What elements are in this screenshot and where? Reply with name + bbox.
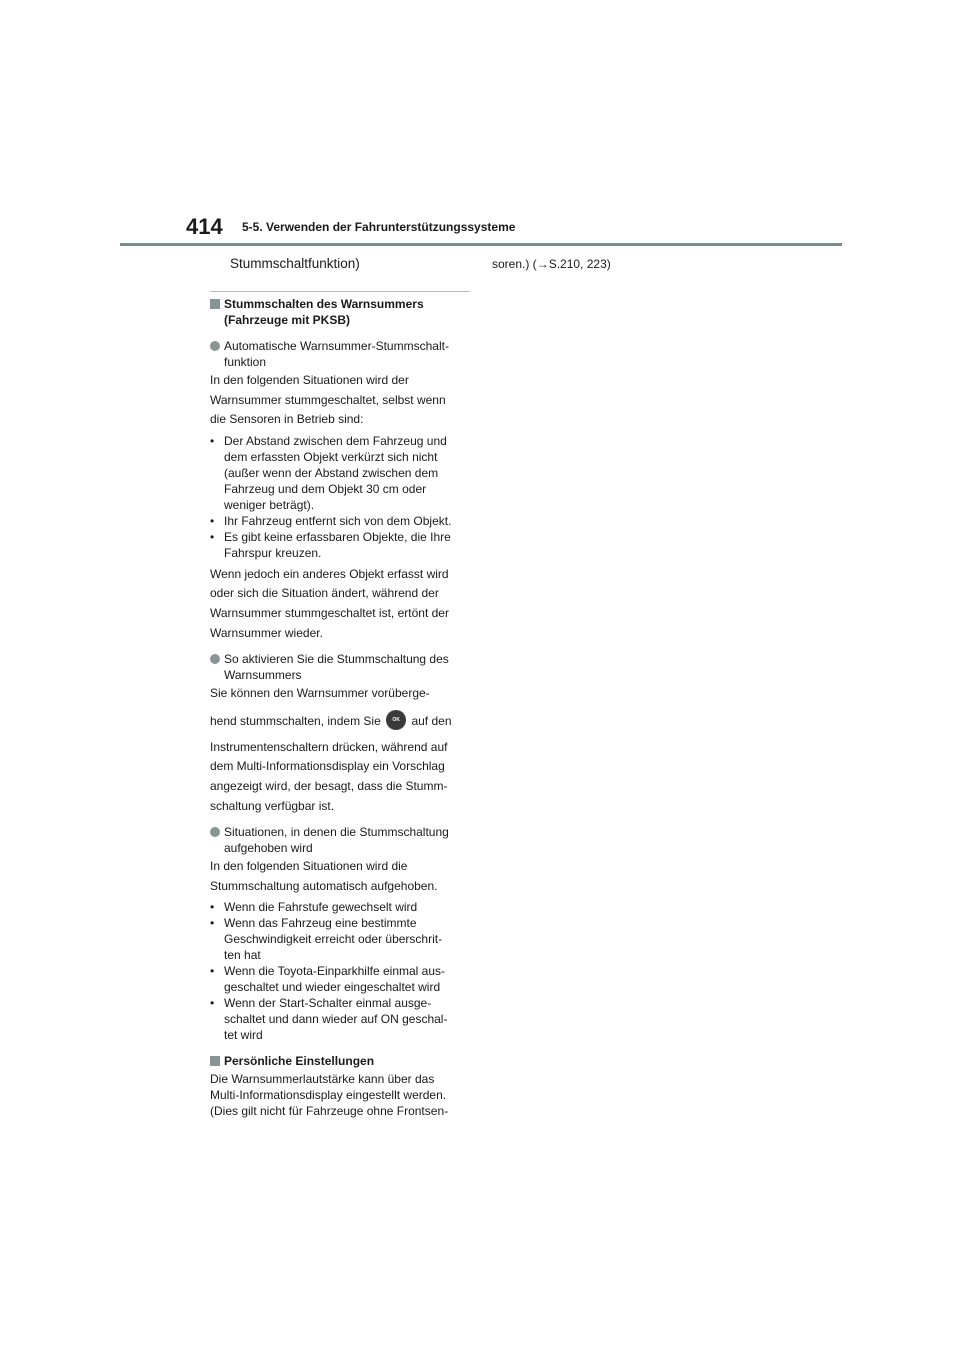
- text-line: angezeigt wird, der besagt, dass die Stumm-: [210, 778, 448, 793]
- section-title: 5-5. Verwenden der Fahrunterstützungssysteme: [242, 220, 516, 234]
- list-item: [210, 995, 470, 1043]
- circle-bullet-icon: [210, 654, 220, 664]
- list-item: [210, 963, 470, 995]
- list-item-line: schaltet und dann wieder auf ON geschal-: [224, 1012, 448, 1027]
- text-line: In den folgenden Situationen wird der: [210, 373, 409, 387]
- section-heading-personal-settings: [210, 1053, 470, 1069]
- text-line: Sie können den Warnsummer vorüberge-: [210, 686, 430, 701]
- list-item-line: (außer wenn der Abstand zwischen dem: [224, 465, 439, 480]
- text-line: In den folgenden Situationen wird die: [210, 859, 408, 874]
- text-line: Wenn jedoch ein anderes Objekt erfasst wird: [210, 566, 449, 581]
- text-line: Warnsummer stummgeschaltet ist, ertönt der: [210, 605, 449, 620]
- text-line: dem Multi-Informationsdisplay ein Vorschlag: [210, 759, 445, 774]
- cancel-condition-list: [210, 899, 470, 1043]
- text-line: Instrumentenschaltern drücken, während auf: [210, 739, 448, 754]
- text-line: Warnsummer wieder.: [210, 625, 323, 640]
- paragraph: [210, 565, 470, 643]
- bullet-heading-cancel-mute: [210, 824, 470, 856]
- left-column: [210, 256, 470, 1119]
- section-divider: [210, 291, 470, 292]
- text-line: (Dies gilt nicht für Fahrzeuge ohne Frontsen-: [210, 1104, 449, 1119]
- square-bullet-icon: [210, 1056, 220, 1066]
- bullet-heading-line: aufgehoben wird: [224, 841, 313, 856]
- condition-list: [210, 433, 470, 561]
- list-item: [210, 899, 470, 915]
- list-item-line: • Es gibt keine erfassbaren Objekte, die Ihre: [224, 529, 451, 544]
- arrow-icon: →: [536, 257, 549, 271]
- paragraph: [210, 371, 470, 430]
- text-line: die Sensoren in Betrieb sind:: [210, 412, 364, 427]
- list-item: [210, 529, 470, 561]
- list-item-line: Geschwindigkeit erreicht oder überschrit-: [224, 932, 443, 947]
- page-number: 414: [186, 214, 223, 239]
- paragraph: [210, 684, 470, 816]
- list-item: [210, 513, 470, 529]
- section-heading-mute: [210, 296, 470, 328]
- section-heading-line: (Fahrzeuge mit PKSB): [224, 313, 351, 327]
- section-heading-line: Stummschalten des Warnsummers: [224, 297, 424, 311]
- text-span: hend stummschalten, indem Sie: [210, 713, 381, 728]
- section-heading-line: Persönliche Einstellungen: [224, 1054, 375, 1069]
- bullet-heading-line: Warnsummers: [224, 668, 302, 683]
- text-line: Stummschaltung automatisch aufgehoben.: [210, 878, 438, 893]
- bullet-heading-line: So aktivieren Sie die Stummschaltung des: [224, 652, 449, 667]
- list-item-line: Fahrspur kreuzen.: [224, 545, 322, 560]
- list-item-line: • Wenn die Toyota-Einparkhilfe einmal aus-: [224, 964, 446, 979]
- bullet-heading-line: Situationen, in denen die Stummschaltung: [224, 825, 449, 840]
- text-line: oder sich die Situation ändert, während der: [210, 586, 439, 601]
- circle-bullet-icon: [210, 827, 220, 837]
- text-line: Multi-Informationsdisplay eingestellt werden.: [210, 1088, 447, 1103]
- list-item-line: • Wenn die Fahrstufe gewechselt wird: [224, 900, 418, 915]
- text-line-with-icon: [210, 704, 470, 738]
- list-item-line: weniger beträgt).: [224, 497, 315, 512]
- page-reference-link[interactable]: S.210, 223): [548, 257, 611, 271]
- list-item-line: geschaltet und wieder eingeschaltet wird: [224, 980, 441, 995]
- list-item-line: Fahrzeug und dem Objekt 30 cm oder: [224, 481, 427, 496]
- list-item: [210, 915, 470, 963]
- text-line: Die Warnsummerlautstärke kann über das: [210, 1072, 435, 1087]
- right-text-start: soren.) (: [492, 257, 537, 271]
- bullet-heading-line: funktion: [224, 355, 267, 369]
- paragraph: [210, 857, 470, 896]
- header-rule: [120, 243, 842, 246]
- list-item-line: • Wenn das Fahrzeug eine bestimmte: [224, 916, 417, 931]
- right-column-text: [492, 256, 611, 272]
- ok-button-icon: OK: [386, 710, 406, 730]
- list-item-line: ten hat: [224, 948, 261, 963]
- continued-title: Stummschaltfunktion): [230, 256, 360, 271]
- list-item-line: • Ihr Fahrzeug entfernt sich von dem Objekt.: [224, 513, 452, 528]
- text-line: Warnsummer stummgeschaltet, selbst wenn: [210, 392, 446, 407]
- list-item: [210, 433, 470, 513]
- list-item-line: • Der Abstand zwischen dem Fahrzeug und: [224, 433, 447, 448]
- list-item-line: tet wird: [224, 1028, 263, 1043]
- text-span: auf den: [411, 713, 452, 728]
- bullet-heading-auto-mute: [210, 338, 470, 370]
- list-item-line: dem erfassten Objekt verkürzt sich nicht: [224, 449, 438, 464]
- square-bullet-icon: [210, 299, 220, 309]
- bullet-heading-line: Automatische Warnsummer-Stummschalt-: [224, 339, 449, 353]
- circle-bullet-icon: [210, 341, 220, 351]
- bullet-heading-activate-mute: [210, 651, 470, 683]
- paragraph: [210, 1071, 470, 1119]
- list-item-line: • Wenn der Start-Schalter einmal ausge-: [224, 996, 432, 1011]
- text-line: schaltung verfügbar ist.: [210, 798, 335, 813]
